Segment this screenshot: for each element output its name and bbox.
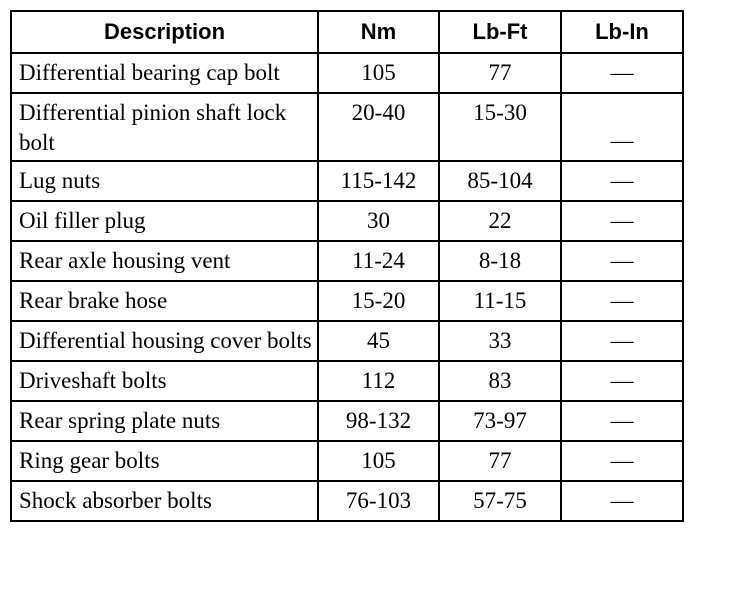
cell-lb-ft: 15-30 — [439, 93, 561, 161]
cell-nm: 76-103 — [318, 481, 439, 521]
cell-lb-in: — — [561, 361, 683, 401]
cell-description: Differential bearing cap bolt — [11, 53, 318, 93]
cell-description: Rear brake hose — [11, 281, 318, 321]
cell-lb-in: — — [561, 281, 683, 321]
cell-lb-in: — — [561, 93, 683, 161]
header-lb-ft: Lb-Ft — [439, 11, 561, 53]
cell-lb-in: — — [561, 201, 683, 241]
cell-nm: 15-20 — [318, 281, 439, 321]
table-row — [11, 281, 683, 321]
cell-lb-in: — — [561, 441, 683, 481]
cell-lb-ft: 73-97 — [439, 401, 561, 441]
cell-lb-in: — — [561, 401, 683, 441]
header-nm: Nm — [318, 11, 439, 53]
table-row — [11, 441, 683, 481]
cell-lb-ft: 85-104 — [439, 161, 561, 201]
cell-lb-in: — — [561, 161, 683, 201]
header-lb-in: Lb-In — [561, 11, 683, 53]
cell-nm: 115-142 — [318, 161, 439, 201]
cell-lb-ft: 33 — [439, 321, 561, 361]
cell-nm: 105 — [318, 53, 439, 93]
cell-lb-ft: 83 — [439, 361, 561, 401]
table-row — [11, 481, 683, 521]
cell-nm: 112 — [318, 361, 439, 401]
table-row — [11, 53, 683, 93]
cell-description: Lug nuts — [11, 161, 318, 201]
table-row — [11, 361, 683, 401]
cell-description: Rear axle housing vent — [11, 241, 318, 281]
table-row — [11, 321, 683, 361]
cell-lb-ft: 8-18 — [439, 241, 561, 281]
cell-lb-ft: 57-75 — [439, 481, 561, 521]
cell-description: Oil filler plug — [11, 201, 318, 241]
cell-description: Driveshaft bolts — [11, 361, 318, 401]
cell-nm: 105 — [318, 441, 439, 481]
cell-description: Shock absorber bolts — [11, 481, 318, 521]
torque-spec-table — [10, 10, 684, 522]
cell-lb-ft: 22 — [439, 201, 561, 241]
cell-lb-in: — — [561, 53, 683, 93]
header-row — [11, 11, 683, 53]
table-row — [11, 241, 683, 281]
cell-lb-ft: 11-15 — [439, 281, 561, 321]
cell-lb-in: — — [561, 241, 683, 281]
header-description: Description — [11, 11, 318, 53]
cell-lb-ft: 77 — [439, 53, 561, 93]
cell-nm: 98-132 — [318, 401, 439, 441]
cell-description: Differential housing cover bolts — [11, 321, 318, 361]
cell-description: Rear spring plate nuts — [11, 401, 318, 441]
table-row — [11, 201, 683, 241]
cell-description: Ring gear bolts — [11, 441, 318, 481]
cell-lb-in: — — [561, 481, 683, 521]
cell-nm: 30 — [318, 201, 439, 241]
table-row — [11, 161, 683, 201]
table-row — [11, 93, 683, 161]
table-body — [11, 53, 683, 521]
cell-lb-ft: 77 — [439, 441, 561, 481]
table-row — [11, 401, 683, 441]
cell-description: Differential pinion shaft lock bolt — [11, 93, 318, 161]
cell-nm: 11-24 — [318, 241, 439, 281]
cell-nm: 45 — [318, 321, 439, 361]
table-header — [11, 11, 683, 53]
cell-nm: 20-40 — [318, 93, 439, 161]
cell-lb-in: — — [561, 321, 683, 361]
